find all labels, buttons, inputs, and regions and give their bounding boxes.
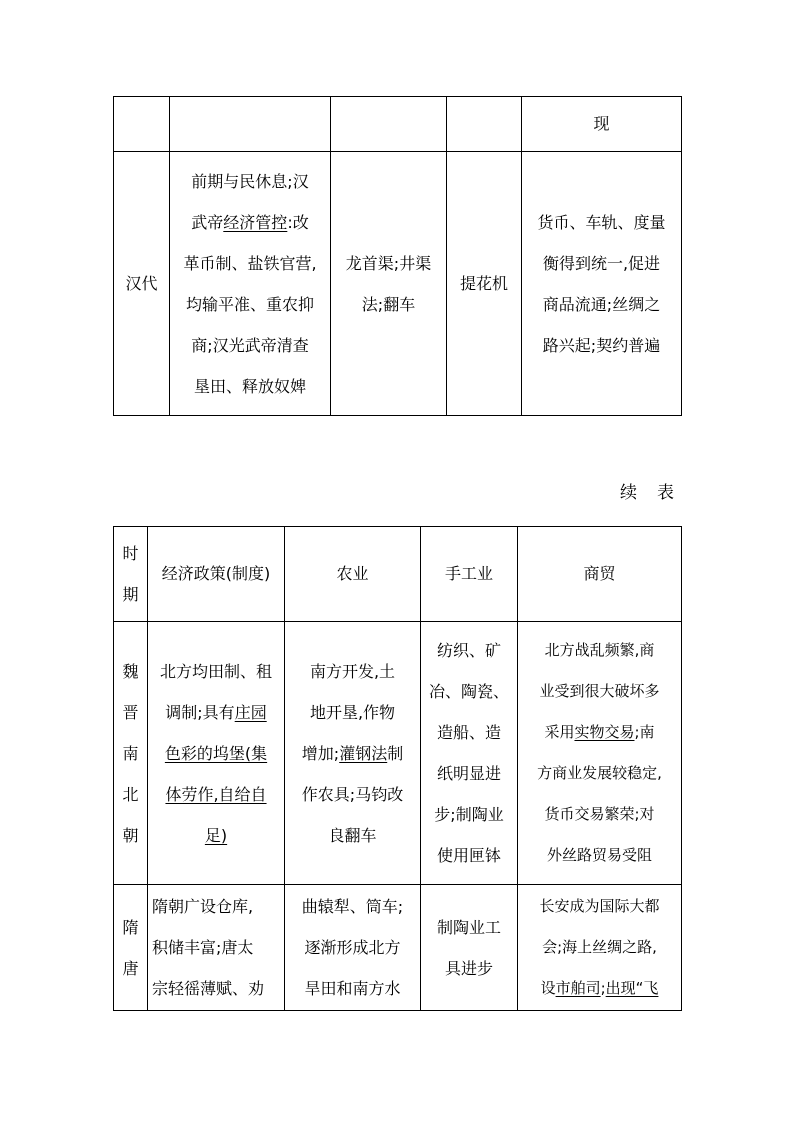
text-line: 调制;具有 (165, 702, 235, 722)
cell-period (114, 622, 148, 885)
cell-policy (148, 885, 285, 1011)
header-policy: 经济政策(制度) (148, 527, 285, 622)
cell-agriculture (285, 622, 421, 885)
table-continued (113, 526, 682, 1011)
text-line: 使用匣钵 (436, 846, 501, 865)
text-line: 冶、陶瓷、 (428, 682, 509, 701)
cell-period: 汉代 (114, 152, 170, 416)
text-line: 北方均田制、租 (159, 661, 272, 681)
underlined-term: 市舶司 (555, 979, 601, 997)
cell-period (114, 885, 148, 1011)
text-line: 纸明显进 (436, 764, 501, 783)
text-line: 均输平准、重农抑 (185, 294, 314, 314)
cell-policy (148, 622, 285, 885)
header-handicraft: 手工业 (421, 527, 518, 622)
header-agriculture: 农业 (285, 527, 421, 622)
cell (447, 97, 522, 152)
text-line: 革币制、盐铁官营, (183, 253, 317, 273)
underlined-term: 实物交易 (574, 723, 635, 741)
text-line: 步;制陶业 (434, 805, 504, 824)
text-line: 唐 (122, 958, 139, 978)
table-row (114, 152, 682, 416)
underlined-term: 灌钢法 (339, 743, 388, 763)
text-line: 逐渐形成北方 (304, 938, 401, 957)
underlined-term: 出现“飞 (605, 979, 659, 997)
text-line: 制 (387, 743, 404, 763)
text-line: 垦田、释放奴婢 (193, 376, 306, 396)
text-line: 期 (122, 585, 139, 604)
text-line: 采用 (544, 723, 575, 741)
text-line: 旱田和南方水 (304, 979, 401, 998)
cell-commerce (522, 152, 682, 416)
cell-handicraft (421, 622, 518, 885)
underlined-term: 体劳作,自给自 (165, 784, 267, 804)
cell-commerce (518, 622, 682, 885)
cell-agriculture (331, 152, 447, 416)
text-line: 北方战乱频繁,商 (544, 641, 655, 659)
text-line: 路兴起;契约普遍 (542, 335, 661, 355)
text-line: ; (600, 979, 606, 997)
text-line: 货币、车轨、度量 (537, 212, 666, 232)
text-line: :改 (287, 212, 309, 232)
text-line: 龙首渠;井渠 (345, 253, 432, 273)
text-line: 制陶业工 (436, 917, 501, 937)
text-line: 南 (122, 743, 139, 763)
text-line: 业受到很大破坏多 (539, 682, 660, 700)
header-commerce: 商贸 (518, 527, 682, 622)
cell (331, 97, 447, 152)
text-line: 纺织、矿 (436, 641, 501, 660)
text-line: 长安成为国际大都 (539, 897, 660, 915)
table-caption: 续表 (620, 483, 694, 503)
cell-commerce: 现 (522, 97, 682, 152)
header-period (114, 527, 148, 622)
text-line: 南方开发,土 (309, 661, 396, 681)
text-line: 会;海上丝绸之路, (542, 938, 657, 956)
cell-handicraft (421, 885, 518, 1011)
text-line: ;南 (634, 723, 655, 741)
text-line: 商品流通;丝绸之 (542, 294, 661, 314)
text-line: 货币交易繁荣;对 (544, 805, 655, 823)
table-row (114, 97, 682, 152)
text-line: 时 (122, 544, 139, 563)
cell-policy (170, 152, 331, 416)
text-line: 武帝 (191, 212, 224, 232)
text-line: 朝 (122, 825, 139, 845)
cell (114, 97, 170, 152)
text-line: 方商业发展较稳定, (537, 764, 662, 782)
text-line: 隋 (122, 917, 139, 937)
text-line: 积储丰富;唐太 (152, 938, 254, 957)
text-line: 法;翻车 (361, 294, 416, 314)
cell-agriculture (285, 885, 421, 1011)
text-line: 造船、造 (436, 723, 501, 742)
text-line: 增加; (301, 743, 340, 763)
cell-commerce (518, 885, 682, 1011)
text-line: 前期与民休息;汉 (191, 171, 309, 191)
text-line: 曲辕犁、筒车; (301, 897, 404, 916)
underlined-term: 庄园 (234, 702, 267, 722)
text-line: 作农具;马钧改 (301, 784, 404, 804)
text-line: 商;汉光武帝清查 (191, 335, 309, 355)
text-line: 魏 (122, 661, 139, 681)
underlined-term: 经济管控 (223, 212, 288, 232)
underlined-term: 足) (204, 825, 228, 845)
table-header-row (114, 527, 682, 622)
table-row (114, 622, 682, 885)
text-line: 隋朝广设仓库, (152, 897, 254, 916)
cell-handicraft: 提花机 (447, 152, 522, 416)
text-line: 晋 (122, 702, 139, 722)
text-line: 外丝路贸易受阻 (546, 846, 652, 864)
cell (170, 97, 331, 152)
text-line: 良翻车 (328, 825, 377, 845)
text-line: 宗轻徭薄赋、劝 (152, 979, 265, 998)
text-line: 北 (122, 784, 139, 804)
text-line: 设 (540, 979, 556, 997)
table-row (114, 885, 682, 1011)
text-line: 地开垦,作物 (309, 702, 396, 722)
text-line: 具进步 (444, 958, 493, 978)
text-line: 衡得到统一,促进 (542, 253, 661, 273)
table-han (113, 96, 682, 416)
underlined-term: 色彩的坞堡(集 (164, 743, 268, 763)
